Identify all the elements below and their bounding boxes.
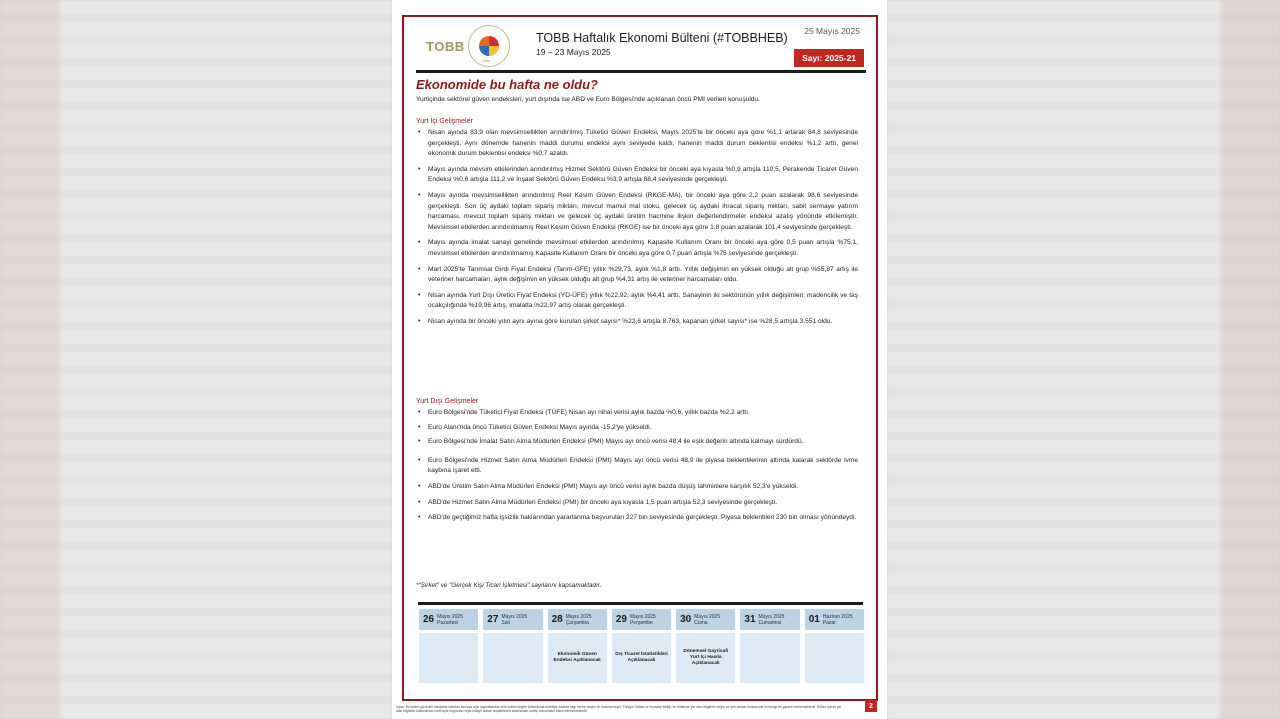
calendar-event xyxy=(419,633,478,683)
calendar-month: Mayıs 2025 xyxy=(437,613,463,620)
foreign-section-title: Yurt Dışı Gelişmeler xyxy=(416,398,479,405)
list-item: • Mart 2025'te Tarımsal Girdi Fiyat Endeksi (Tarım-GFE) yıllık %29,73, aylık %1,8 arttı. Yıllık değişimin en yüksek olduğu alt grup %55,87 artış ile veteriner harcamaları, aylık değişimin en yüksek olduğu alt grup %4,31 artış ile veteriner harcamaları oldu. xyxy=(416,265,858,286)
calendar-day-number: 31 xyxy=(744,614,756,625)
page-number: 2 xyxy=(865,700,877,712)
calendar-day xyxy=(483,609,542,683)
calendar-month: Mayıs 2025 xyxy=(758,613,785,620)
domestic-section-title: Yurt İçi Gelişmeler xyxy=(416,118,473,125)
tobb-seal-icon xyxy=(468,25,510,67)
calendar-weekday: Çarşamba xyxy=(565,619,589,626)
calendar-day xyxy=(676,609,735,683)
list-item: • Euro Alanı'nda öncü Tüketici Güven Endeksi Mayıs ayında -15,2'ye yükseldi. xyxy=(416,423,858,434)
calendar-day-number: 28 xyxy=(551,614,563,625)
calendar-day-number: 27 xyxy=(487,614,499,625)
calendar-weekday: Pazartesi xyxy=(437,619,458,626)
calendar-day xyxy=(612,609,671,683)
calendar-weekday: Salı xyxy=(501,619,511,626)
calendar-day xyxy=(548,609,607,683)
list-item: • Mayıs ayında mevsim etkilerinden arındırılmış Hizmet Sektörü Güven Endeksi bir önceki aya kıyasla %0,9 artışla 110,5, Perakende Ticaret Güven Endeksi %0,6 artışla 111,2 ve İnşaat Sektörü Güven Endeksi %3,9 artışla 88,4 seviyesinde gerçekleşti. xyxy=(416,165,858,186)
calendar-day xyxy=(805,609,864,683)
calendar-day-header xyxy=(676,609,735,630)
domestic-list xyxy=(416,128,858,328)
calendar-day xyxy=(740,609,799,683)
list-item: • Mayıs ayında mevsimsellikten arındırılmış Reel Kesim Güven Endeksi (RKGE-MA), bir önceki aya göre 2,2 puan azalarak 98,6 seviyesinde gerçekleşti. Son üç aydaki toplam sipariş miktarı, mevcut mamul mal stoku, gelecek üç aydaki ihracat sipariş miktarı, sabit sermaye yatırım harcaması, mevcut toplam sipariş miktarı ve gelecek üç aydaki üretim hacmine ilişkin değerlendirmeler endeksi azalış yönünde etkilemiştir. Mevsimsel etkilerden arındırılmamış Reel Kesim Güven Endeksi (RKGE) ise bir önceki aya göre 1,8 puan azalarak 101,4 seviyesinde gerçekleşti. xyxy=(416,191,858,233)
list-item: • Euro Bölgesi'nde Tüketici Fiyat Endeksi (TÜFE) Nisan ayı nihai verisi aylık bazda %0,6, yıllık bazda %2,2 arttı. xyxy=(416,408,858,419)
calendar-month: Mayıs 2025 xyxy=(501,613,528,620)
calendar-day-number: 26 xyxy=(423,614,435,625)
list-item: • Nisan ayında Yurt Dışı Üretici Fiyat Endeksi (YD-ÜFE) yıllık %22,92, aylık %4,41 arttı. Sanayinin iki sektörünün yıllık değişimleri; madencilik ve taş ocakçılığında %19,96 artış, imalatta %22,97 artış olarak gerçekleşti. xyxy=(416,291,858,312)
page-frame xyxy=(402,15,878,701)
disclaimer-text: Uyarı: Bu bülten güvenilir olduğuna inanılan kamuya açık kaynaklardan elde edilen bilgiler kullanılmak suretiyle sadece bilgi verme amacı ile hazırlanmıştır. Türkiye Odalar ve Borsalar Birliği, bu bültende yer alan bilgilerin doğru ve tam olması konusunda herhangi bir garanti vermemektedir. Bülten içinde yer alan bilgilerin kullanılması nedeniyle doğrudan veya dolaylı olarak oluşabilecek zararlardan dolayı sorumluluk kabul edilmemektedir. xyxy=(396,705,842,714)
seal-emblem xyxy=(479,36,499,56)
calendar-event: Ekonomik Güven Endeksi Açıklanacak xyxy=(548,633,607,683)
calendar-day-header xyxy=(483,609,542,630)
bulletin-date-range: 19 – 23 Mayıs 2025 xyxy=(536,47,611,57)
list-item: • Euro Bölgesi'nde İmalat Satın Alma Müdürleri Endeksi (PMI) Mayıs ayı öncü verisi 48,4 ile eşik değerin altında kalmayı sürdürdü. xyxy=(416,437,858,448)
foreign-list xyxy=(416,408,858,524)
list-item: • Mayıs ayında imalat sanayi genelinde mevsimsel etkilerden arındırılmış Kapasite Kullanım Oranı bir önceki aya göre 0,5 puan artışla %75,1, mevsimsel etkilerden arındırılmamış Kapasite Kullanım Oranı bir önceki aya göre 0,7 puan artışla %75 seviyesinde gerçekleşti. xyxy=(416,238,858,259)
blurred-background-left xyxy=(0,0,392,719)
calendar-day-header xyxy=(805,609,864,630)
calendar-day xyxy=(419,609,478,683)
main-heading: Ekonomide bu hafta ne oldu? xyxy=(416,77,598,92)
calendar-day-header xyxy=(419,609,478,630)
calendar-event xyxy=(740,633,799,683)
calendar-day-header xyxy=(740,609,799,630)
document-page xyxy=(392,0,887,719)
tobb-logo-text: TOBB xyxy=(426,39,465,54)
list-item: • ABD'de Hizmet Satın Alma Müdürleri Endeksi (PMI) bir önceki aya kıyasla 1,5 puan artışla 52,3 seviyesinde gerçekleşti. xyxy=(416,498,858,509)
list-item: • ABD'de geçtiğimiz hafta işsizlik haklarından yararlanma başvuruları 227 bin seviyesinde gerçekleşti. Piyasa beklentileri 230 bin olması yönündeydi. xyxy=(416,513,858,524)
calendar-weekday: Cumartesi xyxy=(758,619,782,626)
list-item: • Nisan ayında 83,9 olan mevsimsellikten arındırılmış Tüketici Güven Endeksi, Mayıs 2025'te bir önceki aya göre %1,1 artarak 84,8 seviyesinde gerçekleşti. Aynı dönemde hanenin maddi durumu endeksi aynı seviyede kaldı, hanenin maddi durum beklentisi endeksi %1,2 arttı, genel ekonomik durum beklentisi endeksi %0,7 azaldı. xyxy=(416,128,858,160)
calendar-event xyxy=(805,633,864,683)
calendar-weekday: Pazar xyxy=(822,619,836,626)
issue-badge: Sayı: 2025-21 xyxy=(794,49,864,67)
blurred-background-right xyxy=(887,0,1280,719)
calendar-day-header xyxy=(612,609,671,630)
calendar-event: Dönemsel Gayrisafi Yurt İçi Hasıla Açıklanacak xyxy=(676,633,735,683)
calendar-day-header xyxy=(548,609,607,630)
calendar-divider xyxy=(418,602,863,605)
publish-date: 25 Mayıs 2025 xyxy=(804,26,860,36)
calendar-day-number: 30 xyxy=(680,614,692,625)
list-item: • Euro Bölgesi'nde Hizmet Satın Alma Müdürleri Endeksi (PMI) Mayıs ayı öncü verisi 48,9 ile piyasa beklentilerinin altında kalarak sektörde ivme kaybına işaret etti. xyxy=(416,456,858,477)
calendar-event: Dış Ticaret İstatistikleri Açıklanacak xyxy=(612,633,671,683)
seal-caption: TOBB xyxy=(482,59,491,63)
calendar-month: Mayıs 2025 xyxy=(629,613,656,620)
calendar-day-number: 29 xyxy=(615,614,627,625)
header-divider xyxy=(416,70,866,73)
calendar-weekday: Cuma xyxy=(694,619,708,626)
calendar-day-number: 01 xyxy=(808,614,820,625)
list-item: • ABD'de Üretim Satın Alma Müdürleri Endeksi (PMI) Mayıs ayı öncü verisi aylık bazda düşüş tahminlere karşılık 52,3'e yükseldi. xyxy=(416,482,858,493)
calendar-month: Mayıs 2025 xyxy=(565,613,592,620)
calendar-month: Haziran 2025 xyxy=(822,613,853,620)
calendar-weekday: Perşembe xyxy=(629,619,653,626)
weekly-calendar xyxy=(419,609,864,683)
bulletin-title: TOBB Haftalık Ekonomi Bülteni (#TOBBHEB) xyxy=(536,31,788,45)
calendar-month: Mayıs 2025 xyxy=(694,613,721,620)
footnote: *"Şirket" ve "Gerçek Kişi Ticari İşletmesi" sayılarını kapsamaktadır. xyxy=(416,582,602,589)
calendar-event xyxy=(483,633,542,683)
list-item: • Nisan ayında bir önceki yılın aynı ayına göre kurulan şirket sayısı* %22,6 artışla 8.763, kapanan şirket sayısı* ise %28,5 artışla 3.551 oldu. xyxy=(416,317,858,328)
intro-text: Yurtiçinde sektörel güven endeksleri, yurt dışında ise ABD ve Euro Bölgesi'nde açıklanan öncü PMI verileri konuşuldu. xyxy=(416,96,760,103)
